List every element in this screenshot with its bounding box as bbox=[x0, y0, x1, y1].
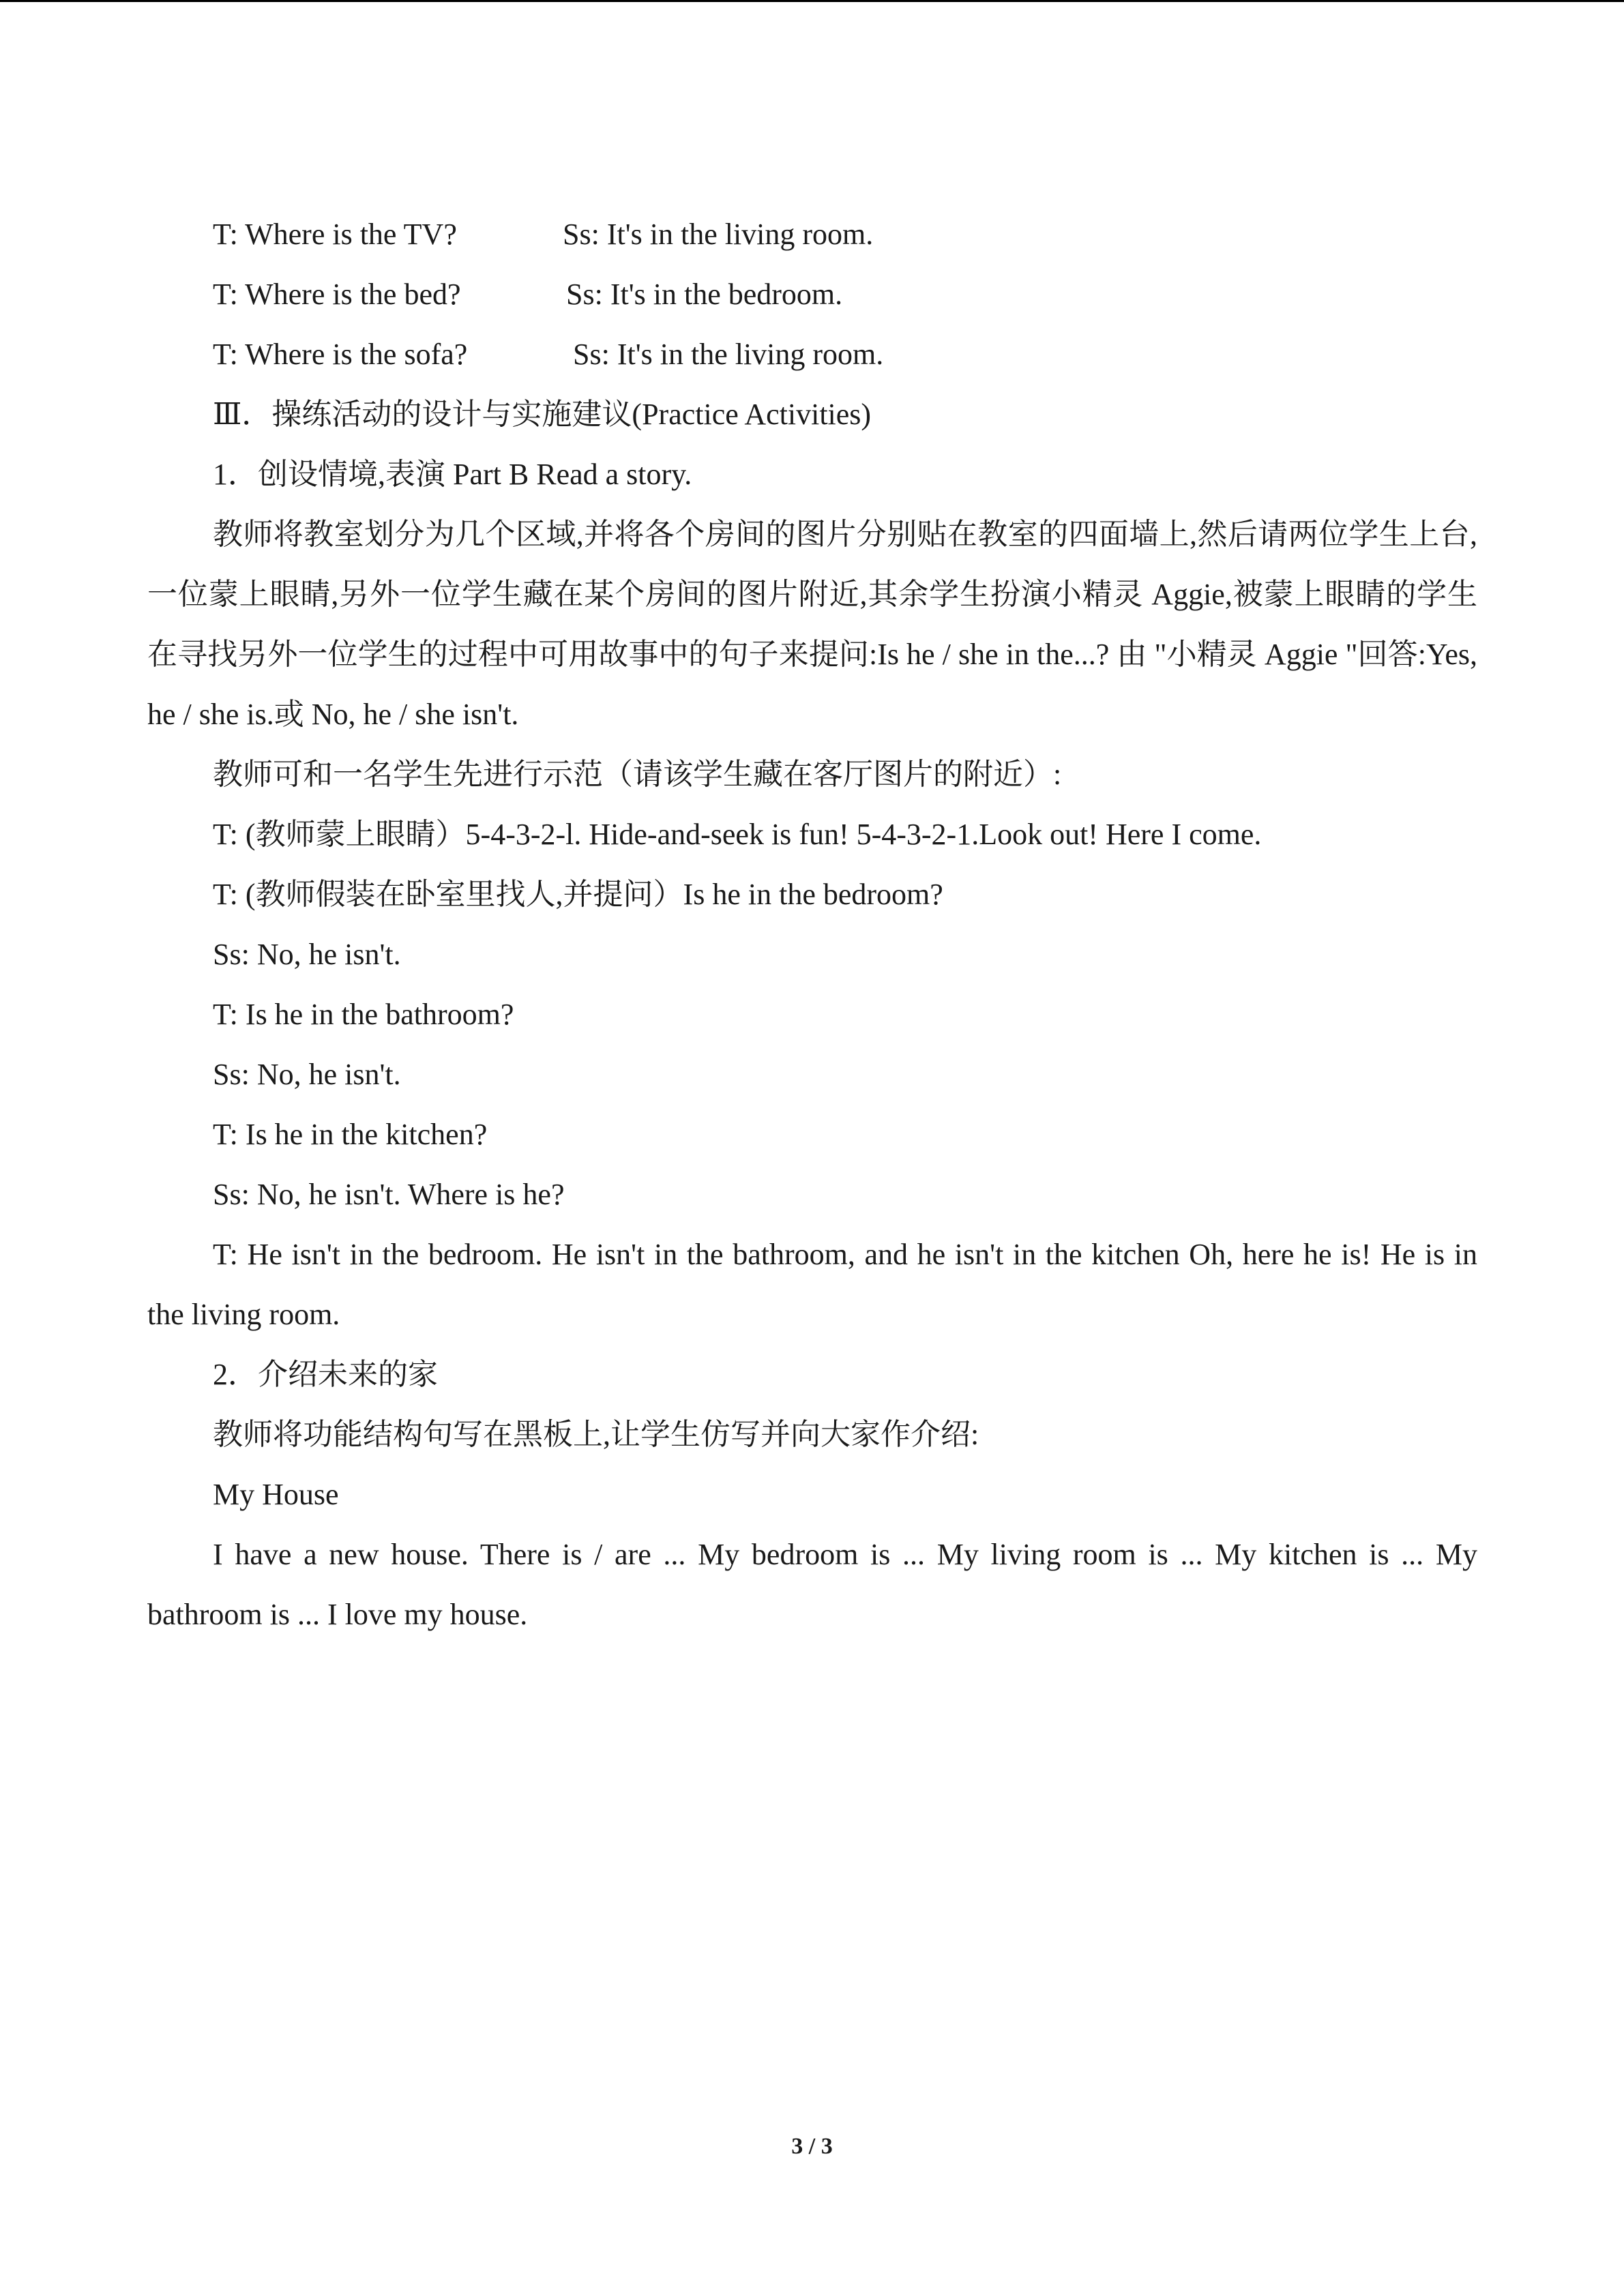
demo-line: Ss: No, he isn't. bbox=[213, 938, 401, 971]
dialogue-line bbox=[147, 205, 1477, 265]
demo-line: T: Is he in the kitchen? bbox=[213, 1118, 488, 1151]
student-answer: Ss: It's in the living room. bbox=[573, 338, 884, 371]
activity2-heading: 2．介绍未来的家 bbox=[213, 1358, 438, 1391]
teacher-question: T: Where is the sofa? bbox=[213, 338, 468, 371]
demo-line: Ss: No, he isn't. bbox=[213, 1058, 401, 1091]
page-top-border bbox=[0, 0, 1624, 2]
demo-line: T: Is he in the bathroom? bbox=[213, 998, 514, 1031]
demo-line: T: (教师蒙上眼睛）5-4-3-2-l. Hide-and-seek is fun! 5-4-3-2-1.Look out! Here I come. bbox=[213, 818, 1262, 851]
sample-title: My House bbox=[213, 1478, 339, 1511]
activity1-demo-intro: 教师可和一名学生先进行示范（请该学生藏在客厅图片的附近）: bbox=[213, 758, 1062, 791]
dialogue-line bbox=[147, 325, 1477, 385]
teacher-question: T: Where is the bed? bbox=[213, 278, 461, 311]
teacher-question: T: Where is the TV? bbox=[213, 218, 457, 251]
activity2-description: 教师将功能结构句写在黑板上,让学生仿写并向大家作介绍: bbox=[213, 1418, 979, 1451]
student-answer: Ss: It's in the living room. bbox=[563, 218, 874, 251]
page-number: 3 / 3 bbox=[791, 2134, 833, 2159]
document-body bbox=[147, 205, 1477, 1645]
section-title: Ⅲ．操练活动的设计与实施建议(Practice Activities) bbox=[213, 398, 872, 431]
activity1-heading: 1．创设情境,表演 Part B Read a story. bbox=[213, 458, 692, 491]
activity1-description: 教师将教室划分为几个区域,并将各个房间的图片分别贴在教室的四面墙上,然后请两位学生上台,一位蒙上眼睛,另外一位学生藏在某个房间的图片附近,其余学生扮演小精灵 Aggie,被蒙上眼睛的学生在寻找另外一位学生的过程中可用故事中的句子来提问:Is he / she in the...? 由 "小精灵 Aggie "回答:Yes, he / she is.或 No, he / she isn't. bbox=[147, 518, 1477, 731]
sample-text: I have a new house. There is / are ... My bedroom is ... My living room is ... My kitchen is ... My bathroom is ... I love my house. bbox=[147, 1538, 1477, 1631]
activity1-closing: T: He isn't in the bedroom. He isn't in the bathroom, and he isn't in the kitchen Oh, here he is! He is in the living room. bbox=[147, 1238, 1477, 1331]
student-answer: Ss: It's in the bedroom. bbox=[566, 278, 843, 311]
demo-line: T: (教师假装在卧室里找人,并提问）Is he in the bedroom? bbox=[213, 878, 943, 911]
demo-line: Ss: No, he isn't. Where is he? bbox=[213, 1178, 565, 1211]
dialogue-line bbox=[147, 265, 1477, 325]
